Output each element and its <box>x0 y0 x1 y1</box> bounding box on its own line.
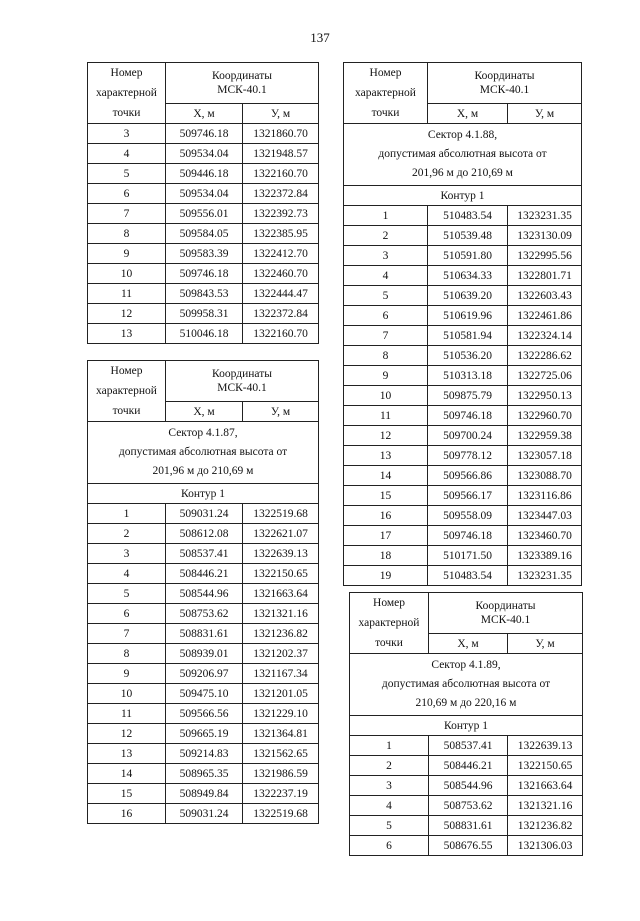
point-number: 3 <box>88 544 166 564</box>
y-coordinate: 1321663.64 <box>508 776 583 796</box>
x-column-header: Х, м <box>429 634 508 654</box>
y-coordinate: 1323447.03 <box>508 506 582 526</box>
table-row <box>350 736 583 756</box>
y-column-header: У, м <box>243 402 319 422</box>
contour-label: Контур 1 <box>344 186 582 206</box>
y-column-header: У, м <box>243 104 319 124</box>
point-number: 9 <box>88 664 166 684</box>
table-row <box>350 796 583 816</box>
y-coordinate: 1322160.70 <box>243 164 319 184</box>
point-number: 13 <box>88 324 166 344</box>
coordinates-header <box>428 63 582 104</box>
point-number: 6 <box>88 604 166 624</box>
table-row <box>344 226 582 246</box>
x-coordinate: 508446.21 <box>429 756 508 776</box>
y-coordinate: 1322519.68 <box>243 504 319 524</box>
point-number: 10 <box>88 264 166 284</box>
y-coordinate: 1322385.95 <box>243 224 319 244</box>
sector-description <box>344 124 582 186</box>
point-number: 12 <box>88 304 166 324</box>
y-column-header: У, м <box>508 634 583 654</box>
table-row <box>344 486 582 506</box>
text-line: Номер <box>373 597 405 609</box>
table-row <box>88 744 319 764</box>
y-coordinate: 1321364.81 <box>243 724 319 744</box>
point-number: 5 <box>88 584 166 604</box>
sector-row <box>350 654 583 716</box>
x-coordinate: 510536.20 <box>428 346 508 366</box>
y-coordinate: 1321167.34 <box>243 664 319 684</box>
y-coordinate: 1322519.68 <box>243 804 319 824</box>
x-coordinate: 509556.01 <box>166 204 243 224</box>
x-coordinate: 508831.61 <box>429 816 508 836</box>
point-number: 14 <box>344 466 428 486</box>
text-line: МСК-40.1 <box>479 84 530 96</box>
contour-row <box>350 716 583 736</box>
point-number-header <box>344 63 428 124</box>
table-row <box>344 266 582 286</box>
x-coordinate: 510046.18 <box>166 324 243 344</box>
table-row <box>88 224 319 244</box>
y-coordinate: 1322959.38 <box>508 426 582 446</box>
x-coordinate: 508949.84 <box>166 784 243 804</box>
table-row <box>344 326 582 346</box>
y-coordinate: 1323116.86 <box>508 486 582 506</box>
y-coordinate: 1321306.03 <box>508 836 583 856</box>
x-coordinate: 510171.50 <box>428 546 508 566</box>
y-column-header: У, м <box>508 104 582 124</box>
y-coordinate: 1321986.59 <box>243 764 319 784</box>
point-number: 19 <box>344 566 428 586</box>
point-number: 11 <box>88 704 166 724</box>
point-number: 13 <box>88 744 166 764</box>
point-number: 15 <box>344 486 428 506</box>
y-coordinate: 1322639.13 <box>508 736 583 756</box>
text-line: характерной <box>96 87 157 99</box>
y-coordinate: 1321860.70 <box>243 124 319 144</box>
point-number: 6 <box>350 836 429 856</box>
x-coordinate: 510634.33 <box>428 266 508 286</box>
contour-label: Контур 1 <box>350 716 583 736</box>
point-number: 4 <box>88 144 166 164</box>
coordinates-table-sector-4-1-87 <box>87 360 319 824</box>
point-number: 1 <box>344 206 428 226</box>
table-row <box>344 306 582 326</box>
coordinates-header <box>166 63 319 104</box>
table-row <box>88 524 319 544</box>
point-number: 12 <box>88 724 166 744</box>
coordinates-header <box>429 593 583 634</box>
table-row <box>350 836 583 856</box>
text-line: Координаты <box>474 70 535 82</box>
point-number: 11 <box>88 284 166 304</box>
y-coordinate: 1322639.13 <box>243 544 319 564</box>
point-number: 10 <box>88 684 166 704</box>
text-line: Сектор 4.1.87, <box>168 427 238 439</box>
point-number: 2 <box>344 226 428 246</box>
y-coordinate: 1321663.64 <box>243 584 319 604</box>
table-row <box>350 756 583 776</box>
text-line: Сектор 4.1.89, <box>431 659 501 671</box>
coordinates-table-sector-4-1-88 <box>343 62 582 586</box>
x-coordinate: 508676.55 <box>429 836 508 856</box>
y-coordinate: 1321562.65 <box>243 744 319 764</box>
x-coordinate: 509534.04 <box>166 184 243 204</box>
y-coordinate: 1323389.16 <box>508 546 582 566</box>
sector-row <box>344 124 582 186</box>
x-coordinate: 509566.56 <box>166 704 243 724</box>
table-row <box>344 346 582 366</box>
header-row <box>88 361 319 402</box>
x-coordinate: 509031.24 <box>166 804 243 824</box>
x-coordinate: 508544.96 <box>166 584 243 604</box>
text-line: характерной <box>358 617 420 629</box>
table-row <box>88 804 319 824</box>
text-line: МСК-40.1 <box>480 614 531 626</box>
text-line: точки <box>112 107 141 119</box>
y-coordinate: 1322995.56 <box>508 246 582 266</box>
x-coordinate: 510539.48 <box>428 226 508 246</box>
contour-row <box>344 186 582 206</box>
y-coordinate: 1322286.62 <box>508 346 582 366</box>
x-coordinate: 508831.61 <box>166 624 243 644</box>
point-number: 7 <box>88 624 166 644</box>
x-column-header: Х, м <box>428 104 508 124</box>
sector-row <box>88 422 319 484</box>
contour-label: Контур 1 <box>88 484 319 504</box>
x-coordinate: 509746.18 <box>428 406 508 426</box>
table-row <box>88 624 319 644</box>
text-line: точки <box>375 637 403 649</box>
x-coordinate: 508537.41 <box>429 736 508 756</box>
table-row <box>344 386 582 406</box>
x-coordinate: 509843.53 <box>166 284 243 304</box>
text-line: МСК-40.1 <box>217 382 267 394</box>
y-coordinate: 1322725.06 <box>508 366 582 386</box>
y-coordinate: 1322324.14 <box>508 326 582 346</box>
x-coordinate: 508753.62 <box>429 796 508 816</box>
table-row <box>88 724 319 744</box>
x-coordinate: 509746.18 <box>166 264 243 284</box>
table-row <box>344 286 582 306</box>
table-row <box>88 304 319 324</box>
point-number: 16 <box>88 804 166 824</box>
y-coordinate: 1322621.07 <box>243 524 319 544</box>
x-coordinate: 508939.01 <box>166 644 243 664</box>
x-coordinate: 509700.24 <box>428 426 508 446</box>
x-coordinate: 509746.18 <box>428 526 508 546</box>
point-number: 13 <box>344 446 428 466</box>
x-coordinate: 508965.35 <box>166 764 243 784</box>
y-coordinate: 1321948.57 <box>243 144 319 164</box>
x-coordinate: 510313.18 <box>428 366 508 386</box>
table-row <box>88 764 319 784</box>
x-coordinate: 508753.62 <box>166 604 243 624</box>
table-row <box>344 526 582 546</box>
point-number: 3 <box>344 246 428 266</box>
table-row <box>350 776 583 796</box>
y-coordinate: 1321229.10 <box>243 704 319 724</box>
point-number: 2 <box>350 756 429 776</box>
table-row <box>88 504 319 524</box>
sector-description <box>350 654 583 716</box>
point-number: 11 <box>344 406 428 426</box>
y-coordinate: 1321321.16 <box>508 796 583 816</box>
text-line: Координаты <box>212 70 272 82</box>
text-line: точки <box>371 107 400 119</box>
point-number: 7 <box>88 204 166 224</box>
y-coordinate: 1323231.35 <box>508 566 582 586</box>
x-coordinate: 509583.39 <box>166 244 243 264</box>
x-coordinate: 509566.17 <box>428 486 508 506</box>
point-number: 15 <box>88 784 166 804</box>
y-coordinate: 1322950.13 <box>508 386 582 406</box>
point-number: 5 <box>88 164 166 184</box>
text-line: Координаты <box>212 368 272 380</box>
y-coordinate: 1322150.65 <box>243 564 319 584</box>
y-coordinate: 1321321.16 <box>243 604 319 624</box>
x-coordinate: 509446.18 <box>166 164 243 184</box>
y-coordinate: 1322801.71 <box>508 266 582 286</box>
header-row <box>350 593 583 634</box>
table-row <box>344 446 582 466</box>
text-line: МСК-40.1 <box>217 84 267 96</box>
x-coordinate: 510483.54 <box>428 206 508 226</box>
table-row <box>88 284 319 304</box>
table-row <box>88 204 319 224</box>
x-coordinate: 510591.80 <box>428 246 508 266</box>
y-coordinate: 1322150.65 <box>508 756 583 776</box>
x-coordinate: 510639.20 <box>428 286 508 306</box>
point-number: 8 <box>344 346 428 366</box>
table-row <box>88 264 319 284</box>
x-column-header: Х, м <box>166 104 243 124</box>
table-row <box>88 164 319 184</box>
table-row <box>344 206 582 226</box>
x-coordinate: 509566.86 <box>428 466 508 486</box>
x-coordinate: 509558.09 <box>428 506 508 526</box>
y-coordinate: 1323460.70 <box>508 526 582 546</box>
text-line: Сектор 4.1.88, <box>427 129 498 141</box>
point-number: 4 <box>88 564 166 584</box>
y-coordinate: 1322444.47 <box>243 284 319 304</box>
x-coordinate: 510483.54 <box>428 566 508 586</box>
table-row <box>344 506 582 526</box>
x-coordinate: 509875.79 <box>428 386 508 406</box>
x-coordinate: 508612.08 <box>166 524 243 544</box>
x-coordinate: 509475.10 <box>166 684 243 704</box>
table-row <box>350 816 583 836</box>
text-line: Номер <box>110 365 143 377</box>
point-number: 6 <box>88 184 166 204</box>
point-number: 8 <box>88 644 166 664</box>
table-row <box>88 244 319 264</box>
y-coordinate: 1322960.70 <box>508 406 582 426</box>
table-row <box>344 546 582 566</box>
table-row <box>344 466 582 486</box>
x-coordinate: 508544.96 <box>429 776 508 796</box>
y-coordinate: 1323057.18 <box>508 446 582 466</box>
sector-description <box>88 422 319 484</box>
table-row <box>344 406 582 426</box>
y-coordinate: 1321201.05 <box>243 684 319 704</box>
table-row <box>344 366 582 386</box>
x-coordinate: 510581.94 <box>428 326 508 346</box>
point-number: 5 <box>344 286 428 306</box>
y-coordinate: 1322372.84 <box>243 304 319 324</box>
y-coordinate: 1321236.82 <box>243 624 319 644</box>
point-number: 5 <box>350 816 429 836</box>
point-number: 18 <box>344 546 428 566</box>
table-row <box>88 544 319 564</box>
point-number: 4 <box>344 266 428 286</box>
contour-row <box>88 484 319 504</box>
x-coordinate: 509031.24 <box>166 504 243 524</box>
x-coordinate: 508446.21 <box>166 564 243 584</box>
y-coordinate: 1322603.43 <box>508 286 582 306</box>
point-number: 16 <box>344 506 428 526</box>
header-row <box>88 63 319 104</box>
point-number-header <box>350 593 429 654</box>
x-coordinate: 509958.31 <box>166 304 243 324</box>
point-number: 8 <box>88 224 166 244</box>
text-line: 201,96 м до 210,69 м <box>412 167 513 179</box>
table-row <box>88 664 319 684</box>
point-number: 14 <box>88 764 166 784</box>
x-column-header: Х, м <box>166 402 243 422</box>
x-coordinate: 509584.05 <box>166 224 243 244</box>
x-coordinate: 509534.04 <box>166 144 243 164</box>
y-coordinate: 1323130.09 <box>508 226 582 246</box>
text-line: допустимая абсолютная высота от <box>118 446 288 458</box>
y-coordinate: 1322460.70 <box>243 264 319 284</box>
table-row <box>344 566 582 586</box>
y-coordinate: 1323088.70 <box>508 466 582 486</box>
point-number: 2 <box>88 524 166 544</box>
point-number-header <box>88 361 166 422</box>
point-number: 7 <box>344 326 428 346</box>
x-coordinate: 509206.97 <box>166 664 243 684</box>
text-line: допустимая абсолютная высота от <box>378 148 547 160</box>
y-coordinate: 1321236.82 <box>508 816 583 836</box>
x-coordinate: 509214.83 <box>166 744 243 764</box>
text-line: 201,96 м до 210,69 м <box>152 465 254 477</box>
table-row <box>88 684 319 704</box>
table-row <box>88 124 319 144</box>
y-coordinate: 1321202.37 <box>243 644 319 664</box>
text-line: 210,69 м до 220,16 м <box>415 697 517 709</box>
table-row <box>344 246 582 266</box>
table-row <box>88 704 319 724</box>
y-coordinate: 1322412.70 <box>243 244 319 264</box>
y-coordinate: 1322160.70 <box>243 324 319 344</box>
x-coordinate: 508537.41 <box>166 544 243 564</box>
x-coordinate: 510619.96 <box>428 306 508 326</box>
table-row <box>88 644 319 664</box>
y-coordinate: 1322372.84 <box>243 184 319 204</box>
table-row <box>88 564 319 584</box>
table-row <box>344 426 582 446</box>
text-line: Номер <box>369 67 402 79</box>
point-number: 12 <box>344 426 428 446</box>
y-coordinate: 1322237.19 <box>243 784 319 804</box>
table-row <box>88 184 319 204</box>
table-row <box>88 144 319 164</box>
page-number: 137 <box>310 30 330 45</box>
point-number: 9 <box>88 244 166 264</box>
text-line: Номер <box>110 67 143 79</box>
point-number: 3 <box>88 124 166 144</box>
y-coordinate: 1323231.35 <box>508 206 582 226</box>
point-number: 1 <box>88 504 166 524</box>
coordinates-header <box>166 361 319 402</box>
x-coordinate: 509746.18 <box>166 124 243 144</box>
point-number: 10 <box>344 386 428 406</box>
text-line: характерной <box>355 87 416 99</box>
y-coordinate: 1322461.86 <box>508 306 582 326</box>
text-line: точки <box>112 405 141 417</box>
x-coordinate: 509778.12 <box>428 446 508 466</box>
text-line: Координаты <box>475 600 536 612</box>
table-row <box>88 784 319 804</box>
point-number: 1 <box>350 736 429 756</box>
y-coordinate: 1322392.73 <box>243 204 319 224</box>
text-line: характерной <box>96 385 157 397</box>
table-row <box>88 604 319 624</box>
text-line: допустимая абсолютная высота от <box>381 678 551 690</box>
coordinates-table-1 <box>87 62 319 344</box>
table-row <box>88 584 319 604</box>
point-number: 4 <box>350 796 429 816</box>
point-number: 6 <box>344 306 428 326</box>
x-coordinate: 509665.19 <box>166 724 243 744</box>
point-number-header <box>88 63 166 124</box>
table-row <box>88 324 319 344</box>
point-number: 17 <box>344 526 428 546</box>
header-row <box>344 63 582 104</box>
point-number: 3 <box>350 776 429 796</box>
coordinates-table-sector-4-1-89 <box>349 592 583 856</box>
point-number: 9 <box>344 366 428 386</box>
